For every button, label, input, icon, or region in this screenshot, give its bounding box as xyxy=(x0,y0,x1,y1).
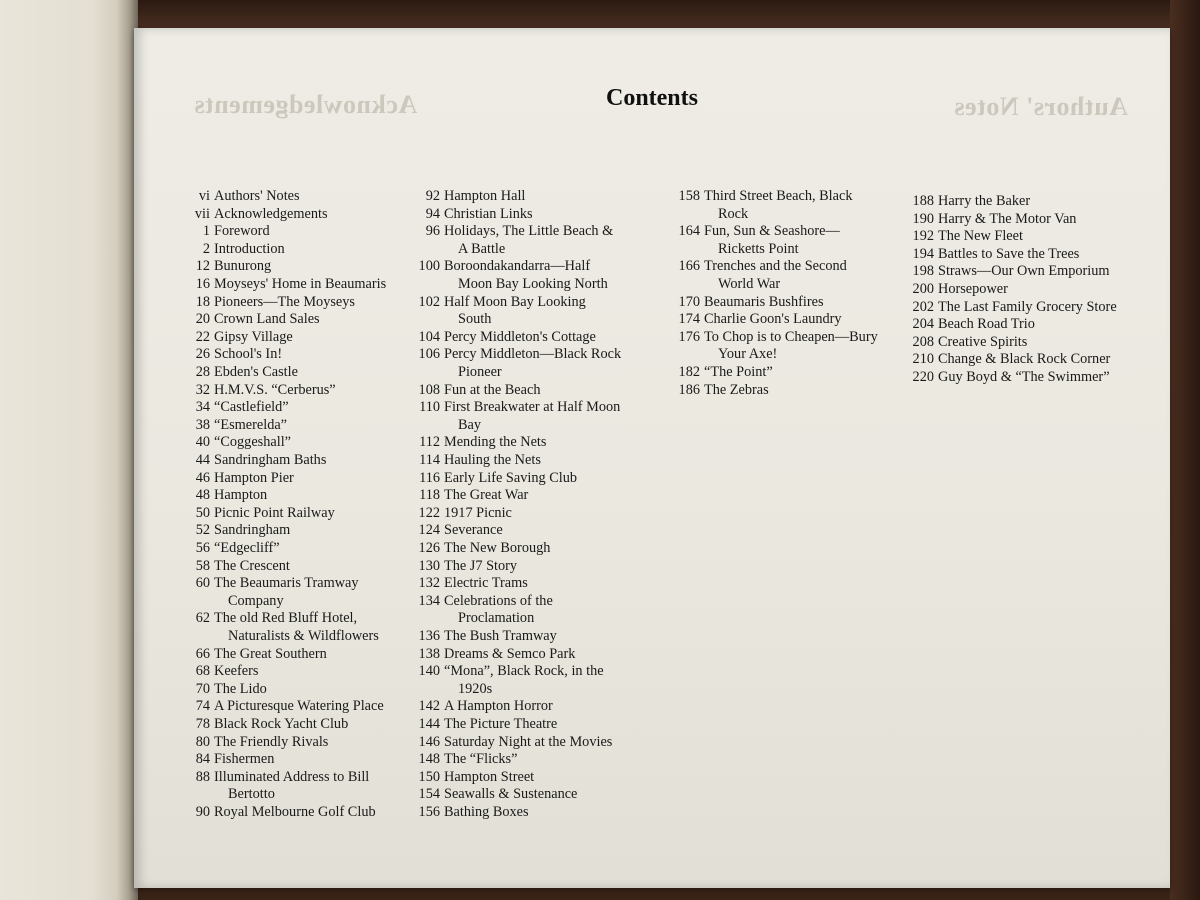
page-number: 80 xyxy=(195,733,210,750)
page-number: 170 xyxy=(678,293,700,310)
entry-title: Celebrations of the xyxy=(444,592,553,609)
entry-title: Christian Links xyxy=(444,205,533,222)
entry-title-continued: 1920s xyxy=(458,680,493,697)
entry-title: H.M.V.S. “Cerberus” xyxy=(214,381,336,398)
entry-title: Hampton xyxy=(214,487,268,504)
page-number: 204 xyxy=(912,316,934,333)
page-number: 122 xyxy=(418,504,440,521)
background-top xyxy=(0,0,1200,30)
page-number: 34 xyxy=(195,399,210,416)
entry-title: “Edgecliff” xyxy=(214,540,280,556)
entry-title: Illuminated Address to Bill xyxy=(214,768,370,785)
contents-page xyxy=(134,28,1170,888)
page-number: 114 xyxy=(419,452,440,468)
entry-title-continued: Pioneer xyxy=(458,363,502,380)
entry-title: Gipsy Village xyxy=(214,328,293,345)
entry-title: Charlie Goon's Laundry xyxy=(704,311,842,328)
entry-title: Seawalls & Sustenance xyxy=(444,786,578,803)
page-number: vii xyxy=(194,205,210,222)
entry-title: The Crescent xyxy=(214,557,290,574)
entry-title: The Great Southern xyxy=(214,645,327,662)
page-number: 52 xyxy=(195,522,210,539)
entry-title: Keefers xyxy=(214,663,259,680)
entry-title: The Last Family Grocery Store xyxy=(938,298,1117,315)
page-number: 132 xyxy=(418,575,440,592)
entry-title: First Breakwater at Half Moon xyxy=(444,399,621,416)
entry-title-continued: Bertotto xyxy=(228,786,275,803)
entry-title: Introduction xyxy=(214,240,285,257)
page-number: 164 xyxy=(678,223,700,240)
page-number: 62 xyxy=(195,610,210,627)
page-number: 94 xyxy=(425,205,440,222)
page-number: 176 xyxy=(678,328,700,345)
entry-title-continued: South xyxy=(458,311,492,328)
entry-title: Pioneers—The Moyseys xyxy=(214,293,355,310)
bleed-through-heading-right: Authors' Notes xyxy=(954,92,1128,121)
entry-title: Fun, Sun & Seashore— xyxy=(704,223,840,240)
entry-title: Fishermen xyxy=(214,751,275,768)
page-number: 220 xyxy=(912,369,934,385)
page-number: 28 xyxy=(195,364,210,380)
page-number: 38 xyxy=(195,416,210,433)
entry-title: Hampton Hall xyxy=(444,188,526,204)
page-number: 134 xyxy=(418,592,440,609)
entry-title: Saturday Night at the Movies xyxy=(444,733,613,750)
entry-title: Picnic Point Railway xyxy=(214,504,335,521)
entry-title: “Coggeshall” xyxy=(214,434,292,451)
page-number: 58 xyxy=(195,557,210,574)
page-number: 116 xyxy=(419,469,440,486)
entry-title-continued: Proclamation xyxy=(458,610,535,627)
page-number: 18 xyxy=(195,293,210,310)
page-number: 106 xyxy=(418,346,440,363)
entry-title: Black Rock Yacht Club xyxy=(214,716,349,732)
page-title: Contents xyxy=(605,85,698,111)
entry-title: Fun at the Beach xyxy=(444,381,541,398)
entry-title-continued: Ricketts Point xyxy=(718,240,799,257)
page-number: 70 xyxy=(195,680,210,697)
entry-title: Harry & The Motor Van xyxy=(938,210,1077,227)
entry-title: Horsepower xyxy=(938,281,1008,297)
entry-title: Bathing Boxes xyxy=(444,804,529,820)
entry-title: “Mona”, Black Rock, in the xyxy=(444,663,604,680)
entry-title: The New Fleet xyxy=(938,228,1023,245)
entry-title-continued: World War xyxy=(718,275,781,292)
page-number: 198 xyxy=(912,263,934,280)
entry-title: Severance xyxy=(444,522,503,539)
entry-title: School's In! xyxy=(214,346,283,363)
entry-title: The Friendly Rivals xyxy=(214,733,329,750)
entry-title: The “Flicks” xyxy=(444,751,518,768)
entry-title: Beach Road Trio xyxy=(938,316,1035,333)
page-number: 142 xyxy=(418,698,440,715)
page-number: 192 xyxy=(912,228,934,245)
page-number: 146 xyxy=(418,733,440,750)
entry-title: Change & Black Rock Corner xyxy=(938,351,1111,368)
page-number: vi xyxy=(198,188,210,204)
entry-title-continued: A Battle xyxy=(458,240,506,257)
entry-title: Half Moon Bay Looking xyxy=(444,293,586,310)
entry-title-continued: Company xyxy=(228,592,284,609)
left-page-edge xyxy=(0,0,132,900)
entry-title: Acknowledgements xyxy=(214,205,328,222)
entry-title: Hampton Street xyxy=(444,768,535,785)
page-number: 2 xyxy=(202,240,210,257)
entry-title: Sandringham xyxy=(214,522,291,539)
entry-title: Hauling the Nets xyxy=(444,452,541,468)
page-number: 40 xyxy=(195,434,210,451)
entry-title: Authors' Notes xyxy=(214,188,300,204)
entry-title: Ebden's Castle xyxy=(214,364,298,380)
page-number: 110 xyxy=(419,399,440,416)
entry-title: “Castlefield” xyxy=(214,399,289,416)
entry-title: Holidays, The Little Beach & xyxy=(444,223,614,240)
page-number: 150 xyxy=(418,768,440,785)
entry-title: A Hampton Horror xyxy=(444,698,553,715)
entry-title: Sandringham Baths xyxy=(214,452,327,468)
page-number: 102 xyxy=(418,293,440,310)
page-number: 112 xyxy=(419,434,440,451)
page-number: 144 xyxy=(418,716,440,732)
page-number: 130 xyxy=(418,557,440,574)
page-number: 148 xyxy=(418,751,440,768)
page-number: 166 xyxy=(678,258,700,275)
page-number: 156 xyxy=(418,804,440,820)
entry-title: The Picture Theatre xyxy=(444,716,558,732)
page-number: 200 xyxy=(912,281,934,297)
entry-title: Dreams & Semco Park xyxy=(444,645,576,662)
page-number: 20 xyxy=(195,311,210,328)
entry-title: Beaumaris Bushfires xyxy=(704,293,824,310)
entry-title: Royal Melbourne Golf Club xyxy=(214,804,376,820)
bleed-through-heading-left: Acknowledgements xyxy=(194,90,418,119)
page-number: 140 xyxy=(418,663,440,680)
entry-title: Boroondakandarra—Half xyxy=(444,258,591,275)
page-number: 118 xyxy=(419,487,440,504)
page-number: 50 xyxy=(195,504,210,521)
page-number: 12 xyxy=(195,258,210,275)
page-number: 124 xyxy=(418,522,440,539)
entry-title: The old Red Bluff Hotel, xyxy=(214,610,358,627)
page-number: 174 xyxy=(678,311,700,328)
entry-title: Battles to Save the Trees xyxy=(938,245,1080,262)
page-number: 1 xyxy=(202,223,210,240)
page-number: 16 xyxy=(195,276,210,292)
page-number: 190 xyxy=(912,210,934,227)
entry-title: A Picturesque Watering Place xyxy=(214,698,384,715)
page-number: 92 xyxy=(425,188,440,204)
page-number: 104 xyxy=(418,328,440,345)
page-number: 66 xyxy=(195,645,210,662)
entry-title: The Lido xyxy=(214,680,267,697)
entry-title: “Esmerelda” xyxy=(214,416,288,433)
page-number: 32 xyxy=(195,381,210,398)
entry-title: Percy Middleton—Black Rock xyxy=(444,346,622,363)
entry-title-continued: Bay xyxy=(458,416,482,433)
page-number: 136 xyxy=(418,628,440,644)
entry-title: Percy Middleton's Cottage xyxy=(444,328,596,345)
page-number: 26 xyxy=(195,346,210,363)
page-number: 84 xyxy=(195,751,210,768)
entry-title: Harry the Baker xyxy=(938,193,1031,209)
entry-title: Early Life Saving Club xyxy=(444,469,578,486)
page-number: 96 xyxy=(425,223,440,240)
page-number: 48 xyxy=(195,487,210,504)
page-number: 202 xyxy=(912,298,934,315)
entry-title: The J7 Story xyxy=(444,557,518,574)
page-number: 46 xyxy=(195,469,210,486)
page-number: 186 xyxy=(678,381,700,398)
entry-title-continued: Rock xyxy=(718,205,749,222)
entry-title: The Great War xyxy=(444,487,529,504)
page-number: 208 xyxy=(912,333,934,350)
entry-title-continued: Moon Bay Looking North xyxy=(458,275,608,292)
page-number: 154 xyxy=(418,786,440,803)
entry-title: 1917 Picnic xyxy=(444,504,512,521)
entry-title-continued: Naturalists & Wildflowers xyxy=(228,627,379,644)
page-number: 88 xyxy=(195,768,210,785)
entry-title: Third Street Beach, Black xyxy=(704,188,853,204)
entry-title: Electric Trams xyxy=(444,575,528,592)
entry-title: Bunurong xyxy=(214,258,272,275)
entry-title: “The Point” xyxy=(704,364,773,380)
page-number: 56 xyxy=(195,540,210,556)
page-number: 126 xyxy=(418,540,440,556)
page-number: 138 xyxy=(418,645,440,662)
entry-title: The Zebras xyxy=(704,381,769,398)
page-number: 90 xyxy=(195,804,210,820)
page-number: 100 xyxy=(418,258,440,275)
page-number: 194 xyxy=(912,245,934,262)
entry-title: Straws—Our Own Emporium xyxy=(938,263,1110,280)
entry-title: Guy Boyd & “The Swimmer” xyxy=(938,369,1110,385)
background-right xyxy=(1170,0,1200,900)
page-number: 210 xyxy=(912,351,934,368)
page-number: 182 xyxy=(678,364,700,380)
entry-title: Mending the Nets xyxy=(444,434,547,451)
entry-title: Creative Spirits xyxy=(938,333,1028,350)
page-number: 60 xyxy=(195,575,210,592)
entry-title: Moyseys' Home in Beaumaris xyxy=(214,276,387,292)
page-number: 44 xyxy=(195,452,210,468)
entry-title: The Beaumaris Tramway xyxy=(214,575,359,592)
entry-title: Trenches and the Second xyxy=(704,258,847,275)
entry-title: The Bush Tramway xyxy=(444,628,557,644)
page-number: 68 xyxy=(195,663,210,680)
entry-title: Hampton Pier xyxy=(214,469,294,486)
entry-title: Foreword xyxy=(214,223,270,240)
page-number: 74 xyxy=(195,698,210,715)
page-number: 22 xyxy=(195,328,210,345)
entry-title: Crown Land Sales xyxy=(214,311,320,328)
entry-title: The New Borough xyxy=(444,540,551,556)
page-number: 108 xyxy=(418,381,440,398)
entry-title-continued: Your Axe! xyxy=(718,346,778,363)
entry-title: To Chop is to Cheapen—Bury xyxy=(704,328,878,345)
page-number: 158 xyxy=(678,188,700,204)
page-number: 188 xyxy=(912,193,934,209)
page-number: 78 xyxy=(195,716,210,732)
